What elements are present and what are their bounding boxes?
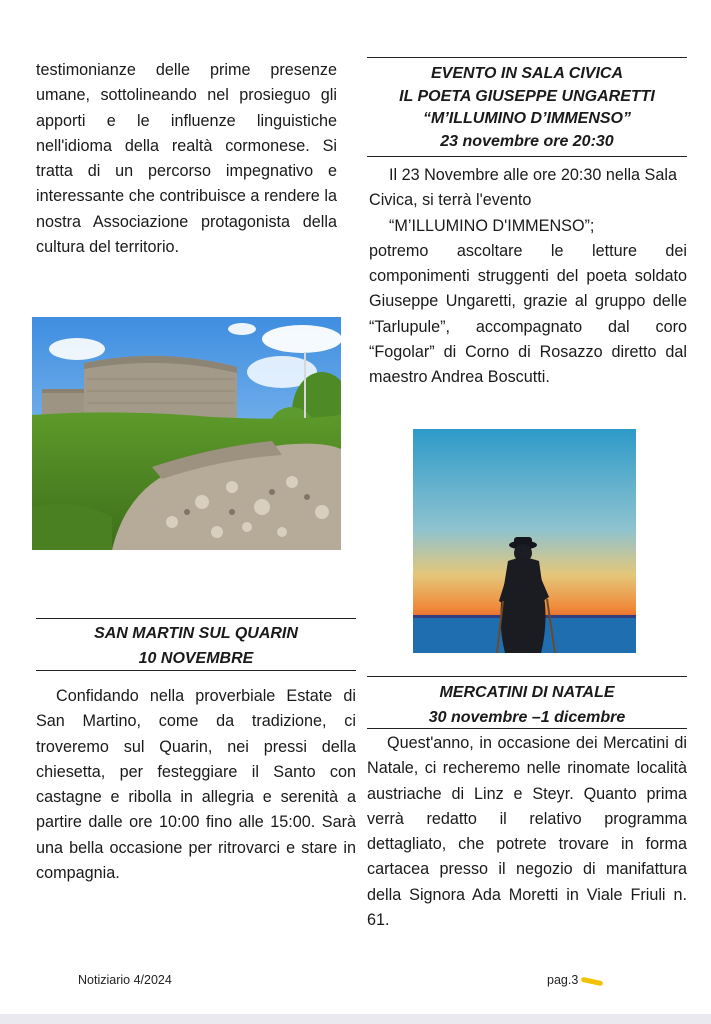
san-martin-bottom-rule <box>36 670 356 671</box>
evento-body-line2: “M’ILLUMINO D'IMMENSO”; <box>389 216 595 235</box>
mercatini-top-rule <box>367 676 687 677</box>
evento-body-line1: Il 23 Novembre alle ore 20:30 nella Sala Civica, si terrà l'evento <box>369 166 677 210</box>
evento-date: 23 novembre ore 20:30 <box>440 132 614 150</box>
page-number-text: pag.3 <box>547 973 579 987</box>
bottom-edge-shadow <box>0 1014 711 1024</box>
san-martin-top-rule <box>36 618 356 619</box>
san-martin-title: SAN MARTIN SUL QUARIN <box>94 625 298 642</box>
san-martin-heading <box>36 623 356 669</box>
evento-body-block <box>369 163 687 391</box>
san-martin-body-block <box>36 684 356 886</box>
mercatini-bottom-rule <box>367 728 687 729</box>
evento-title-line1: EVENTO IN SALA CIVICA <box>430 65 624 82</box>
intro-paragraph: testimonianze delle prime presenze umane, sottolineando nel prosieguo gli apporti e le influenze linguistiche nell'idioma della realtà cormonese. Si tratta di un percorso impegnativo e interessante che contribuisce a rendere la nostra Associazione protagonista della cultura del territorio. <box>36 61 337 257</box>
left-column <box>36 58 337 260</box>
poet-painting <box>413 429 636 653</box>
mercatini-title: MERCATINI DI NATALE <box>439 684 615 701</box>
san-martin-body: Confidando nella proverbiale Estate di San Martino, come da tradizione, ci troveremo sul Quarin, nei pressi della chiesetta, per festeggiare il Santo con castagne e ribolla in allegria e serenità a partire dalle ore 10:00 fino alle 15:00. Sarà una bella occasione per ritrovarci e stare in compagnia. <box>36 687 356 883</box>
san-martin-date: 10 NOVEMBRE <box>138 650 254 667</box>
mercatini-body: Quest'anno, in occasione dei Mercatini di Natale, ci recheremo nelle rinomate località austriache di Linz e Steyr. Quanto prima verrà redatto il relativo programma dettagliato, che potrete trovare in forma cartacea presso il negozio di manifattura della Signora Ada Moretti in Viale Friuli n. 61. <box>367 734 687 930</box>
evento-top-rule <box>367 57 687 58</box>
mercatini-heading <box>367 682 687 728</box>
evento-body-rest: potremo ascoltare le letture dei componimenti struggenti del poeta soldato Giuseppe Ungaretti, grazie al gruppo delle “Tarlupule”, accompagnato dal coro “Fogolar” di Corno di Rosazzo diretto dal maestro Andrea Boscutti. <box>369 241 687 387</box>
evento-title-line2: IL POETA GIUSEPPE UNGARETTI <box>399 87 655 105</box>
highlighter-mark <box>581 977 604 986</box>
evento-title-line3: “M’ILLUMINO D’IMMENSO” <box>423 110 631 127</box>
mercatini-date: 30 novembre –1 dicembre <box>428 709 626 726</box>
poet-silhouette-illustration <box>413 429 636 653</box>
evento-heading <box>367 63 687 153</box>
evento-bottom-rule <box>367 156 687 157</box>
castle-ruins-illustration <box>32 317 341 550</box>
footer-issue-label: Notiziario 4/2024 <box>78 973 172 987</box>
castle-ruins-photo <box>32 317 341 550</box>
mercatini-body-block <box>367 731 687 933</box>
footer-page-number <box>547 973 578 987</box>
